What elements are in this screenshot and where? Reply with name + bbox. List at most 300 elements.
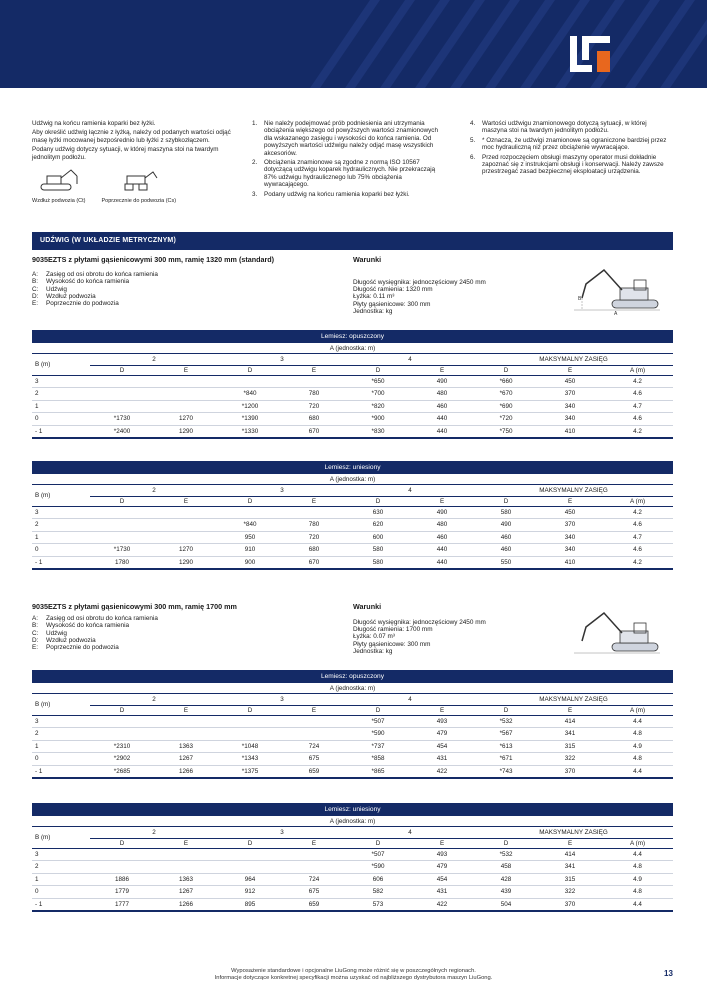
note-3: 3. Podany udźwig na końcu ramienia koparki bez łyżki.: [252, 190, 410, 198]
table-cell: [90, 388, 154, 401]
table-cell: *1343: [218, 753, 282, 766]
column-header: D: [90, 838, 154, 848]
table-cell: 680: [282, 544, 346, 557]
row-height-cell: 3: [32, 715, 90, 728]
table-row: [32, 556, 673, 569]
table-cell: 340: [538, 544, 602, 557]
table-cell: 4.4: [602, 848, 673, 861]
column-header: E: [538, 496, 602, 506]
intro-column-3: [470, 120, 670, 178]
intro-column-2: [252, 120, 448, 200]
column-header: D: [346, 496, 410, 506]
table-cell: [90, 506, 154, 519]
table-cell: 450: [538, 506, 602, 519]
table-cell: 440: [410, 413, 474, 426]
row-height-cell: 0: [32, 413, 90, 426]
note-1: 1. Nie należy podejmować prób podniesienia ani utrzymania obciążenia większego od powyższych wartości znamionowych dla wskazanego zasięgu i wysokości do końca ramienia. Od powyższych wartości udźwigu należy odjąć masę wszystkich akcesoriów.: [252, 120, 438, 157]
table-cell: 439: [474, 886, 538, 899]
table-a-label: A (jednostka: m): [32, 683, 673, 694]
table-cell: 4.4: [602, 765, 673, 778]
table-cell: *2685: [90, 765, 154, 778]
table-cell: 431: [410, 753, 474, 766]
column-header: D: [90, 496, 154, 506]
table-cell: 490: [474, 519, 538, 532]
table-cell: 670: [282, 556, 346, 569]
table-cell: [154, 388, 218, 401]
group-header: MAKSYMALNY ZASIĘG: [474, 354, 673, 365]
column-header: E: [410, 496, 474, 506]
table-cell: 580: [474, 506, 538, 519]
table-row: [32, 519, 673, 532]
table-cell: *1730: [90, 413, 154, 426]
table-cell: 4.4: [602, 715, 673, 728]
table-cell: *671: [474, 753, 538, 766]
group-header: MAKSYMALNY ZASIĘG: [474, 694, 673, 705]
table-cell: 1267: [154, 886, 218, 899]
table-cell: 490: [410, 375, 474, 388]
table-cell: *1200: [218, 400, 282, 413]
table-cell: 950: [218, 531, 282, 544]
table-cell: [218, 861, 282, 874]
group-header: MAKSYMALNY ZASIĘG: [474, 485, 673, 496]
table-cell: *1375: [218, 765, 282, 778]
table-cell: 428: [474, 873, 538, 886]
table-group-header: [32, 354, 673, 365]
table-column-header: [32, 838, 673, 848]
table-cell: 440: [410, 425, 474, 438]
table-cell: 4.2: [602, 506, 673, 519]
table-cell: [218, 728, 282, 741]
table-cell: 370: [538, 388, 602, 401]
table-cell: 780: [282, 519, 346, 532]
table-cell: 370: [538, 765, 602, 778]
row-height-cell: 2: [32, 728, 90, 741]
table-group-header: [32, 485, 673, 496]
table-cell: 493: [410, 848, 474, 861]
table-caption: Lemiesz: opuszczony: [32, 330, 673, 343]
table-a-label: A (jednostka: m): [32, 474, 673, 485]
table-cell: *830: [346, 425, 410, 438]
b-column-header: B (m): [32, 485, 90, 506]
column-header: D: [474, 838, 538, 848]
table-cell: 1777: [90, 898, 154, 911]
table-cell: 600: [346, 531, 410, 544]
table-cell: *507: [346, 848, 410, 861]
table-cell: 580: [346, 556, 410, 569]
table-group-header: [32, 694, 673, 705]
block-1-conditions-title: Warunki: [353, 255, 382, 264]
table-cell: [218, 848, 282, 861]
table-cell: 4.7: [602, 531, 673, 544]
table-row: [32, 388, 673, 401]
table-cell: [154, 861, 218, 874]
table-cell: *737: [346, 740, 410, 753]
table-cell: 1363: [154, 740, 218, 753]
table-cell: [282, 715, 346, 728]
table-row: [32, 873, 673, 886]
table-cell: 480: [410, 519, 474, 532]
column-header: A (m): [602, 496, 673, 506]
block-2-header: [32, 603, 673, 667]
table-cell: 720: [282, 531, 346, 544]
table-cell: 340: [538, 531, 602, 544]
intro-text-1: Udźwig na końcu ramienia koparki bez łyżki.: [32, 120, 156, 127]
row-height-cell: 1: [32, 740, 90, 753]
column-header: E: [282, 496, 346, 506]
table-cell: 4.9: [602, 873, 673, 886]
footer-line-1: Wyposażenie standardowe i opcjonalne LiuGong może różnić się w poszczególnych regionach.: [231, 968, 476, 974]
table-row: [32, 753, 673, 766]
table-column-header: [32, 705, 673, 715]
lift-table: [32, 485, 673, 570]
intro-column-1: [32, 120, 232, 205]
column-header: D: [218, 838, 282, 848]
table-cell: *1330: [218, 425, 282, 438]
page-number: 13: [664, 969, 673, 978]
row-height-cell: 2: [32, 519, 90, 532]
column-header: D: [218, 705, 282, 715]
table-cell: 4.7: [602, 400, 673, 413]
note-4: 4. Wartości udźwigu znamionowego dotyczą sytuacji, w której maszyna stoi na twardym jednolitym podłożu.: [470, 120, 647, 135]
table-row: [32, 413, 673, 426]
diagram-along-label: Wzdłuż podwozia (Ct): [32, 198, 86, 205]
table-cell: 431: [410, 886, 474, 899]
table-column-header: [32, 496, 673, 506]
column-header: D: [346, 838, 410, 848]
table-cell: 4.8: [602, 886, 673, 899]
table-cell: 780: [282, 388, 346, 401]
table-a-label: A (jednostka: m): [32, 816, 673, 827]
table-cell: [90, 519, 154, 532]
table-cell: [218, 375, 282, 388]
table-cell: [154, 519, 218, 532]
row-height-cell: 1: [32, 531, 90, 544]
group-header: 2: [90, 485, 218, 496]
group-header: 2: [90, 827, 218, 838]
note-5: 5. * Oznacza, że udźwigi znamionowe są ograniczone bardziej przez moc hydrauliczną niż przez obciążenie wywracające.: [470, 136, 667, 152]
column-header: E: [538, 365, 602, 375]
block-2-conditions: Długość wysięgnika: jednoczęściowy 2450 mm Długość ramienia: 1700 mm Łyżka: 0.07 m³ Płyty gąsienicowe: 300 mm Jednostka: kg: [353, 619, 486, 655]
note-2: 2. Obciążenia znamionowe są zgodne z normą ISO 10567 dotyczącą udźwigu koparek hydraulicznych. Nie przekraczają 87% udźwigu hydraulicznego lub 75% obciążenia wywracającego.: [252, 159, 436, 189]
table-row: [32, 425, 673, 438]
table-row: [32, 400, 673, 413]
table-cell: *865: [346, 765, 410, 778]
table-cell: 4.2: [602, 425, 673, 438]
table-cell: *750: [474, 425, 538, 438]
table-cell: 479: [410, 861, 474, 874]
lift-table: [32, 694, 673, 779]
group-header: 3: [218, 827, 346, 838]
note-6: 6. Przed rozpoczęciem obsługi maszyny operator musi dokładnie zapoznać się z instrukcjami obsługi i konserwacji. Należy zawsze przestrzegać zasad bezpiecznej eksploatacji urządzenia.: [470, 153, 664, 176]
table-cell: [154, 375, 218, 388]
table-cell: 422: [410, 898, 474, 911]
column-header: E: [538, 838, 602, 848]
table-cell: 414: [538, 715, 602, 728]
table-cell: 620: [346, 519, 410, 532]
table-cell: 4.8: [602, 861, 673, 874]
table-cell: *743: [474, 765, 538, 778]
table-cell: [154, 506, 218, 519]
table-cell: 675: [282, 886, 346, 899]
table-cell: [282, 861, 346, 874]
column-header: E: [282, 365, 346, 375]
table-cell: 322: [538, 753, 602, 766]
row-height-cell: 0: [32, 753, 90, 766]
table-caption: Lemiesz: uniesiony: [32, 461, 673, 474]
table-cell: 414: [538, 848, 602, 861]
table-cell: 4.8: [602, 728, 673, 741]
table-cell: *840: [218, 519, 282, 532]
table-cell: 4.9: [602, 740, 673, 753]
table-cell: 1270: [154, 544, 218, 557]
table-row: [32, 544, 673, 557]
column-header: D: [218, 496, 282, 506]
table-cell: 910: [218, 544, 282, 557]
table-cell: *532: [474, 715, 538, 728]
table-cell: 630: [346, 506, 410, 519]
table-column-header: [32, 365, 673, 375]
table-cell: *900: [346, 413, 410, 426]
table-row: [32, 886, 673, 899]
excavator-across-icon: [117, 166, 161, 196]
table-cell: 410: [538, 425, 602, 438]
header-banner: [0, 0, 707, 88]
table-cell: 4.8: [602, 753, 673, 766]
table-caption: Lemiesz: opuszczony: [32, 670, 673, 683]
group-header: 4: [346, 485, 474, 496]
svg-text:B: B: [578, 296, 582, 302]
table-cell: 550: [474, 556, 538, 569]
table-cell: 1779: [90, 886, 154, 899]
block-1-title: 9035EZTS z płytami gąsienicowymi 300 mm, ramię 1320 mm (standard): [32, 255, 275, 264]
block-2-conditions-title: Warunki: [353, 602, 382, 611]
lift-table: [32, 354, 673, 439]
table-cell: 4.6: [602, 388, 673, 401]
table-cell: 606: [346, 873, 410, 886]
table-cell: 1266: [154, 765, 218, 778]
table-cell: 4.2: [602, 375, 673, 388]
table-cell: 1267: [154, 753, 218, 766]
b-column-header: B (m): [32, 694, 90, 715]
group-header: 4: [346, 827, 474, 838]
table-cell: 1290: [154, 425, 218, 438]
table-cell: 479: [410, 728, 474, 741]
table-cell: 370: [538, 519, 602, 532]
row-height-cell: - 1: [32, 556, 90, 569]
table-cell: *820: [346, 400, 410, 413]
table-cell: *690: [474, 400, 538, 413]
table-cell: *507: [346, 715, 410, 728]
table-cell: *840: [218, 388, 282, 401]
table-row: [32, 728, 673, 741]
table-cell: 454: [410, 740, 474, 753]
liugong-logo-icon: [568, 34, 612, 74]
table-cell: 460: [474, 544, 538, 557]
table-cell: 1290: [154, 556, 218, 569]
group-header: 3: [218, 485, 346, 496]
table-cell: 724: [282, 873, 346, 886]
table-cell: [282, 506, 346, 519]
table-cell: *670: [474, 388, 538, 401]
lift-table: [32, 827, 673, 912]
table-cell: [154, 848, 218, 861]
svg-text:A: A: [614, 311, 618, 316]
table-row: [32, 898, 673, 911]
table-cell: 422: [410, 765, 474, 778]
table-cell: 675: [282, 753, 346, 766]
table-cell: [154, 531, 218, 544]
table-cell: 340: [538, 413, 602, 426]
table-cell: [154, 715, 218, 728]
table-cell: [282, 728, 346, 741]
column-header: D: [474, 705, 538, 715]
table-cell: [90, 531, 154, 544]
b-column-header: B (m): [32, 827, 90, 848]
column-header: E: [154, 365, 218, 375]
table-cell: 480: [410, 388, 474, 401]
table-a-label: A (jednostka: m): [32, 343, 673, 354]
table-cell: 4.6: [602, 413, 673, 426]
group-header: 4: [346, 354, 474, 365]
row-height-cell: - 1: [32, 898, 90, 911]
row-height-cell: 3: [32, 506, 90, 519]
footer-line-2: Informacje dotyczące konkretnej specyfikacji można uzyskać od najbliższego dystrybutora maszyn LiuGong.: [214, 975, 493, 981]
column-header: D: [90, 365, 154, 375]
table-cell: [154, 728, 218, 741]
block-2-table-lowered: [32, 670, 673, 779]
row-height-cell: - 1: [32, 425, 90, 438]
column-header: E: [154, 838, 218, 848]
group-header: 4: [346, 694, 474, 705]
column-header: D: [474, 365, 538, 375]
table-cell: *720: [474, 413, 538, 426]
table-cell: 4.2: [602, 556, 673, 569]
excavator-diagram-icon: [564, 262, 664, 316]
table-cell: [90, 375, 154, 388]
table-cell: 680: [282, 413, 346, 426]
group-header: 2: [90, 354, 218, 365]
column-header: D: [218, 365, 282, 375]
row-height-cell: 3: [32, 848, 90, 861]
table-cell: [90, 728, 154, 741]
table-row: [32, 740, 673, 753]
table-cell: [90, 861, 154, 874]
block-2-table-raised: [32, 803, 673, 912]
table-cell: 493: [410, 715, 474, 728]
table-cell: 4.6: [602, 544, 673, 557]
excavator-diagram-icon: [564, 605, 664, 659]
table-cell: 370: [538, 898, 602, 911]
column-header: D: [346, 365, 410, 375]
table-cell: 341: [538, 728, 602, 741]
table-cell: *858: [346, 753, 410, 766]
column-header: D: [474, 496, 538, 506]
table-cell: 341: [538, 861, 602, 874]
intro-text-3: Podany udźwig dotyczy sytuacji, w której maszyna stoi na twardym jednolitym podłożu.: [32, 146, 219, 161]
footer: [0, 968, 707, 982]
diagram-along: [32, 166, 86, 205]
table-cell: 670: [282, 425, 346, 438]
column-header: E: [282, 838, 346, 848]
table-cell: 410: [538, 556, 602, 569]
table-cell: 1886: [90, 873, 154, 886]
table-cell: *700: [346, 388, 410, 401]
column-header: E: [282, 705, 346, 715]
table-row: [32, 765, 673, 778]
column-header: D: [346, 705, 410, 715]
table-group-header: [32, 827, 673, 838]
table-cell: [282, 375, 346, 388]
table-cell: 582: [346, 886, 410, 899]
diagram-across-label: Poprzecznie do podwozia (Cs): [101, 198, 177, 205]
row-height-cell: - 1: [32, 765, 90, 778]
table-cell: 659: [282, 765, 346, 778]
table-cell: 504: [474, 898, 538, 911]
column-header: E: [410, 705, 474, 715]
table-cell: 1270: [154, 413, 218, 426]
table-cell: 1780: [90, 556, 154, 569]
table-cell: *567: [474, 728, 538, 741]
table-cell: 900: [218, 556, 282, 569]
table-cell: *1390: [218, 413, 282, 426]
table-cell: [218, 715, 282, 728]
table-cell: 964: [218, 873, 282, 886]
table-cell: 315: [538, 740, 602, 753]
table-cell: 895: [218, 898, 282, 911]
table-cell: 440: [410, 556, 474, 569]
table-cell: 724: [282, 740, 346, 753]
table-cell: 450: [538, 375, 602, 388]
table-cell: 460: [410, 400, 474, 413]
column-header: A (m): [602, 365, 673, 375]
table-cell: *2310: [90, 740, 154, 753]
table-cell: 720: [282, 400, 346, 413]
excavator-along-icon: [37, 166, 81, 196]
section-title: UDŹWIG (W UKŁADZIE METRYCZNYM): [32, 232, 673, 250]
table-cell: 340: [538, 400, 602, 413]
table-cell: [282, 848, 346, 861]
table-cell: *613: [474, 740, 538, 753]
group-header: 3: [218, 694, 346, 705]
column-header: E: [410, 365, 474, 375]
table-cell: 458: [474, 861, 538, 874]
table-cell: 1266: [154, 898, 218, 911]
column-header: E: [154, 705, 218, 715]
block-1-legend: A: Zasięg od osi obrotu do końca ramienia B: Wysokość do końca ramienia C: Udźwig D: Wzdłuż podwozia E: Poprzecznie do podwozia: [32, 271, 158, 308]
table-cell: 322: [538, 886, 602, 899]
intro-text-2: Aby określić udźwig łącznie z łyżką, należy od podanych wartości odjąć masę łyżki mocowanej bezpośrednio lub łyżki z szybkozłączem.: [32, 129, 231, 144]
column-header: A (m): [602, 705, 673, 715]
block-1-table-lowered: [32, 330, 673, 439]
table-cell: [90, 715, 154, 728]
row-height-cell: 0: [32, 544, 90, 557]
table-cell: 460: [474, 531, 538, 544]
b-column-header: B (m): [32, 354, 90, 375]
group-header: 3: [218, 354, 346, 365]
table-cell: 4.4: [602, 898, 673, 911]
table-cell: 573: [346, 898, 410, 911]
table-cell: [90, 848, 154, 861]
table-cell: *2902: [90, 753, 154, 766]
table-cell: *650: [346, 375, 410, 388]
diagram-across: [102, 166, 177, 205]
table-cell: 440: [410, 544, 474, 557]
table-cell: *532: [474, 848, 538, 861]
table-cell: 659: [282, 898, 346, 911]
table-cell: 490: [410, 506, 474, 519]
column-header: A (m): [602, 838, 673, 848]
table-cell: *1730: [90, 544, 154, 557]
